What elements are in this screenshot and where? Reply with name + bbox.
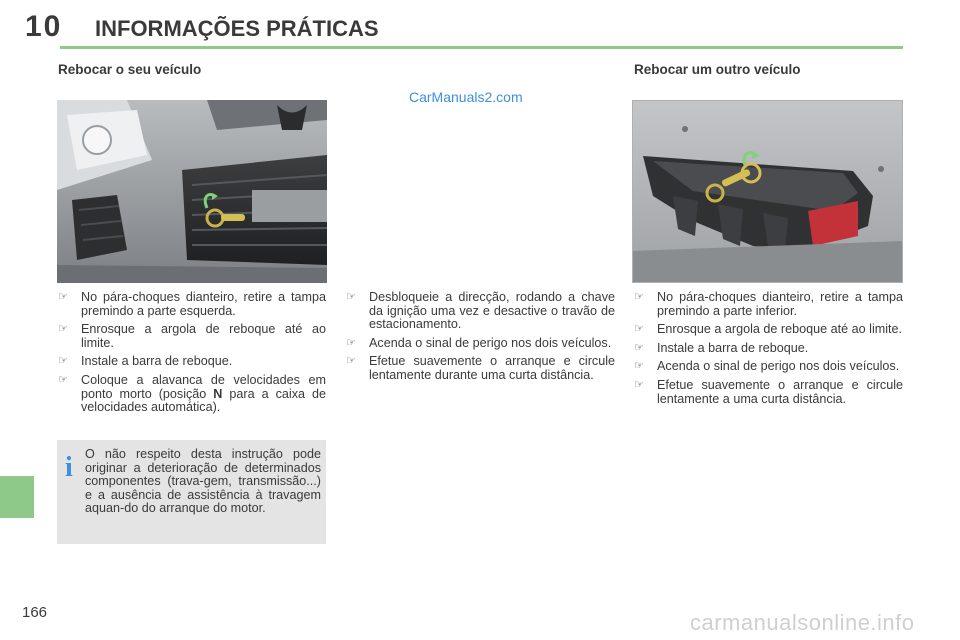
info-icon: i — [65, 452, 73, 483]
pointing-hand-icon: ☞ — [58, 323, 68, 336]
front-bumper-photo — [57, 100, 327, 283]
pointing-hand-icon: ☞ — [634, 323, 644, 336]
list-item: ☞ Instale a barra de reboque. — [58, 354, 233, 369]
header-rule — [60, 46, 903, 49]
chapter-title: INFORMAÇÕES PRÁTICAS — [95, 16, 379, 41]
left-section-title: Rebocar o seu veículo — [58, 62, 202, 77]
rear-bumper-photo — [632, 100, 903, 283]
pointing-hand-icon: ☞ — [346, 355, 356, 368]
list-item: ☞ No pára-choques dianteiro, retire a tampa premindo a parte inferior. — [634, 290, 903, 318]
pointing-hand-icon: ☞ — [634, 341, 644, 354]
list-item: ☞ No pára-choques dianteiro, retire a tampa premindo a parte esquerda. — [58, 290, 326, 318]
pointing-hand-icon: ☞ — [58, 291, 68, 303]
right-instructions-list — [633, 291, 903, 411]
list-item: ☞ Coloque a alavanca de velocidades em ponto morto (posição N para a caixa de velocidades automática). — [58, 372, 326, 415]
list-item: ☞ Instale a barra de reboque. — [634, 340, 809, 355]
left-instructions-list — [57, 291, 326, 420]
chapter-side-tab — [0, 476, 34, 518]
watermark: CarManuals2.com — [409, 89, 523, 105]
list-item: ☞ Enrosque a argola de reboque até ao limite. — [58, 322, 326, 350]
pointing-hand-icon: ☞ — [634, 291, 644, 303]
page-number: 166 — [22, 604, 48, 621]
info-text: O não respeito desta instrução pode originar a deterioração de determinados componentes (trava-gem, transmissão...) e a ausência de assistência à travagem aquan-do do arranque do motor. — [85, 447, 321, 516]
pointing-hand-icon: ☞ — [634, 360, 644, 373]
list-item: ☞ Acenda o sinal de perigo nos dois veículos. — [634, 359, 900, 374]
pointing-hand-icon: ☞ — [58, 355, 68, 368]
list-item: ☞ Enrosque a argola de reboque até ao limite. — [634, 322, 903, 337]
list-item: ☞ Acenda o sinal de perigo nos dois veículos. — [346, 335, 612, 350]
info-box — [57, 440, 326, 544]
list-item: ☞ Efetue suavemente o arranque e circule lentamente a uma curta distância. — [634, 377, 903, 406]
list-item: ☞ Efetue suavemente o arranque e circule lentamente durante uma curta distância. — [346, 354, 615, 382]
pointing-hand-icon: ☞ — [346, 336, 356, 349]
middle-instructions-list — [345, 291, 615, 388]
pointing-hand-icon: ☞ — [58, 373, 68, 386]
chapter-number: 10 — [25, 10, 63, 43]
right-section-title: Rebocar um outro veículo — [634, 62, 801, 77]
pointing-hand-icon: ☞ — [346, 291, 356, 303]
list-item: ☞ Desbloqueie a direcção, rodando a chave da ignição uma vez e desactive o travão de estacionamento. — [346, 290, 615, 332]
footer-watermark: carmanualsonline.info — [690, 610, 915, 635]
pointing-hand-icon: ☞ — [634, 378, 644, 391]
gear-position-n: N — [213, 386, 223, 401]
